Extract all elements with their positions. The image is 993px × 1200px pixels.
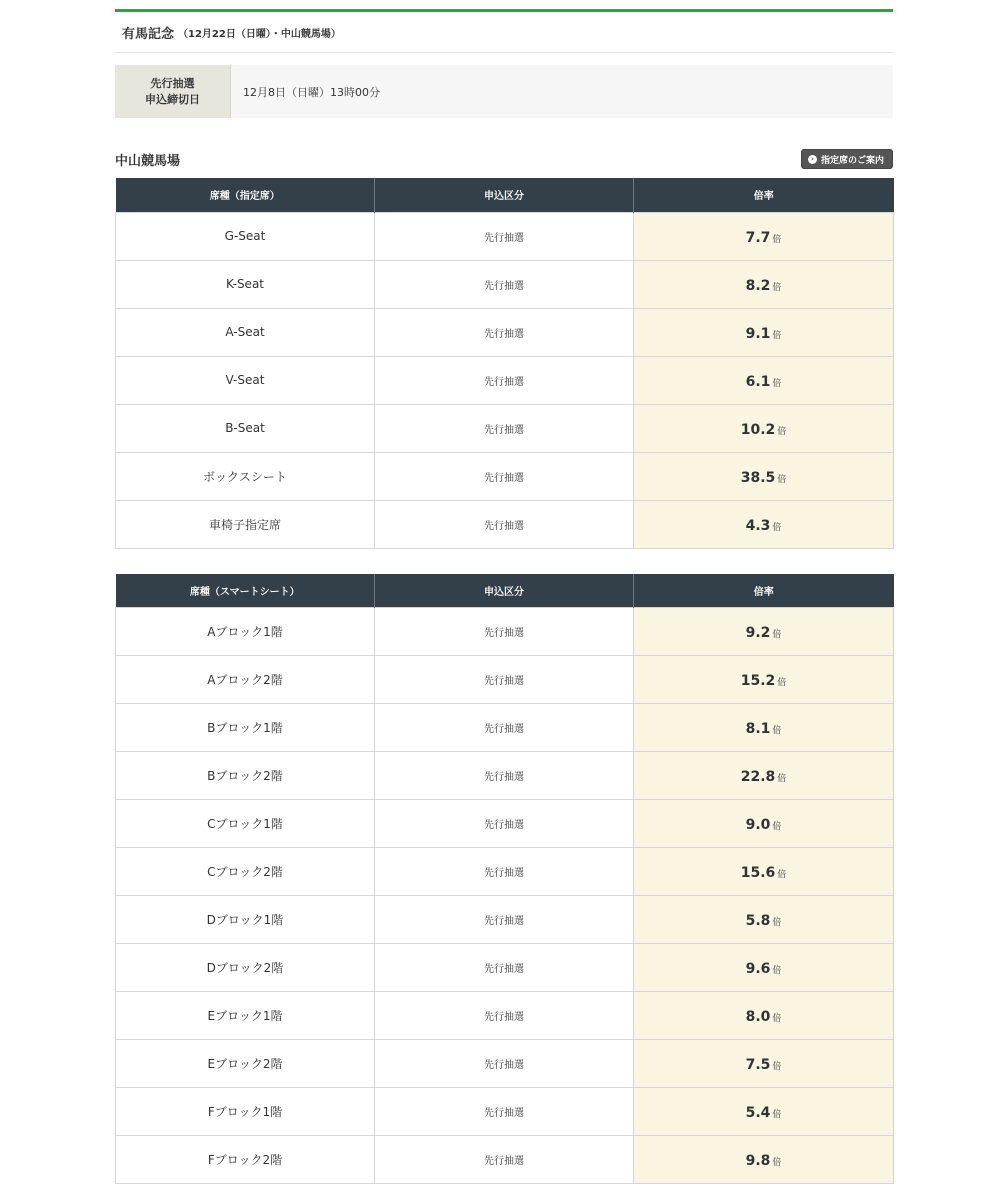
table-row [116, 944, 894, 992]
application-type-cell: 先行抽選 [375, 944, 634, 992]
table-row [116, 992, 894, 1040]
application-type-cell: 先行抽選 [375, 1136, 634, 1184]
table-row [116, 704, 894, 752]
ratio-value: 8.2 [745, 277, 771, 294]
header-ratio: 倍率 [634, 178, 894, 212]
application-type-cell: 先行抽選 [375, 500, 634, 548]
table-row [116, 896, 894, 944]
ratio-cell [634, 500, 894, 548]
ratio-cell [634, 1088, 894, 1136]
seat-type-cell: G-Seat [116, 212, 375, 260]
reserved-seat-guide-button[interactable] [801, 149, 893, 169]
ratio-unit: 倍 [772, 918, 782, 928]
seat-type-cell: Cブロック2階 [116, 848, 375, 896]
seat-type-cell: Eブロック2階 [116, 1040, 375, 1088]
ratio-cell [634, 1136, 894, 1184]
ratio-cell [634, 356, 894, 404]
ratio-unit: 倍 [772, 1014, 782, 1024]
ratio-cell [634, 752, 894, 800]
ratio-cell [634, 260, 894, 308]
ratio-unit: 倍 [772, 330, 782, 341]
seat-type-cell: Bブロック2階 [116, 752, 375, 800]
ratio-cell [634, 656, 894, 704]
application-type-cell: 先行抽選 [375, 752, 634, 800]
header-application-type: 申込区分 [375, 178, 634, 212]
ratio-value: 15.2 [740, 673, 776, 689]
ratio-unit: 倍 [772, 726, 782, 736]
ratio-cell [634, 608, 894, 656]
ratio-value: 9.1 [745, 325, 771, 342]
ratio-unit: 倍 [772, 378, 782, 389]
ratio-value: 9.6 [745, 961, 771, 977]
reserved-seat-table [115, 178, 894, 549]
seat-type-cell: Bブロック1階 [116, 704, 375, 752]
ratio-value: 9.8 [745, 1153, 771, 1169]
seat-type-cell: V-Seat [116, 356, 375, 404]
table-row [116, 656, 894, 704]
application-type-cell: 先行抽選 [375, 356, 634, 404]
ratio-cell [634, 800, 894, 848]
application-type-cell: 先行抽選 [375, 704, 634, 752]
application-type-cell: 先行抽選 [375, 800, 634, 848]
application-type-cell: 先行抽選 [375, 992, 634, 1040]
ratio-cell [634, 404, 894, 452]
table-row [116, 356, 894, 404]
seat-type-cell: Fブロック1階 [116, 1088, 375, 1136]
venue-header [115, 146, 893, 172]
guide-button-label: 指定席のご案内 [820, 155, 884, 166]
seat-type-cell: Aブロック2階 [116, 656, 375, 704]
ratio-cell [634, 944, 894, 992]
ratio-cell [634, 1040, 894, 1088]
page-content [115, 0, 893, 1184]
ratio-cell [634, 896, 894, 944]
seat-type-cell: 車椅子指定席 [116, 500, 375, 548]
ratio-unit: 倍 [777, 474, 787, 485]
ratio-value: 7.7 [745, 229, 771, 246]
header-seat-type: 席種（スマートシート） [116, 574, 375, 608]
ratio-value: 9.2 [745, 625, 771, 641]
ratio-value: 5.8 [745, 913, 771, 929]
ratio-unit: 倍 [772, 1158, 782, 1168]
chevron-right-circle-icon: › [808, 155, 817, 164]
ratio-cell [634, 308, 894, 356]
ratio-unit: 倍 [772, 822, 782, 832]
ratio-unit: 倍 [777, 774, 787, 784]
ratio-unit: 倍 [777, 870, 787, 880]
table-row [116, 452, 894, 500]
table-header-row [116, 574, 894, 608]
ratio-value: 7.5 [745, 1057, 771, 1073]
table-row [116, 608, 894, 656]
ratio-unit: 倍 [772, 1062, 782, 1072]
ratio-unit: 倍 [772, 630, 782, 640]
application-type-cell: 先行抽選 [375, 308, 634, 356]
ratio-value: 8.1 [745, 721, 771, 737]
header-ratio: 倍率 [634, 574, 894, 608]
ratio-value: 5.4 [745, 1105, 771, 1121]
race-title [115, 12, 893, 53]
ratio-cell [634, 452, 894, 500]
ratio-value: 15.6 [740, 865, 776, 881]
ratio-value: 10.2 [740, 421, 776, 438]
table-header-row [116, 178, 894, 212]
application-type-cell: 先行抽選 [375, 260, 634, 308]
deadline-label-line1: 先行抽選 [150, 76, 195, 90]
ratio-cell [634, 992, 894, 1040]
seat-type-cell: B-Seat [116, 404, 375, 452]
application-type-cell: 先行抽選 [375, 656, 634, 704]
ratio-value: 8.0 [745, 1009, 771, 1025]
table-row [116, 800, 894, 848]
venue-name: 中山競馬場 [115, 153, 181, 169]
table-row [116, 260, 894, 308]
table-row [116, 212, 894, 260]
deadline-box [115, 65, 893, 118]
seat-type-cell: K-Seat [116, 260, 375, 308]
application-type-cell: 先行抽選 [375, 608, 634, 656]
seat-type-cell: Eブロック1階 [116, 992, 375, 1040]
seat-type-cell: Cブロック1階 [116, 800, 375, 848]
seat-type-cell: ボックスシート [116, 452, 375, 500]
application-type-cell: 先行抽選 [375, 896, 634, 944]
application-type-cell: 先行抽選 [375, 1088, 634, 1136]
table-row [116, 1136, 894, 1184]
ratio-unit: 倍 [772, 966, 782, 976]
race-date-venue: （12月22日（日曜）・中山競馬場） [178, 28, 341, 40]
header-seat-type: 席種（指定席） [116, 178, 375, 212]
ratio-unit: 倍 [772, 1110, 782, 1120]
header-application-type: 申込区分 [375, 574, 634, 608]
smart-seat-table [115, 574, 894, 1185]
ratio-cell [634, 212, 894, 260]
ratio-value: 9.0 [745, 817, 771, 833]
application-type-cell: 先行抽選 [375, 848, 634, 896]
ratio-value: 38.5 [740, 469, 776, 486]
ratio-value: 4.3 [745, 517, 771, 534]
ratio-unit: 倍 [772, 522, 782, 533]
application-type-cell: 先行抽選 [375, 452, 634, 500]
seat-type-cell: Fブロック2階 [116, 1136, 375, 1184]
ratio-unit: 倍 [772, 282, 782, 293]
seat-type-cell: Dブロック1階 [116, 896, 375, 944]
deadline-label [115, 65, 231, 118]
table-row [116, 404, 894, 452]
ratio-unit: 倍 [772, 234, 782, 245]
ratio-unit: 倍 [777, 426, 787, 437]
race-name: 有馬記念 [122, 26, 175, 42]
table-row [116, 500, 894, 548]
application-type-cell: 先行抽選 [375, 212, 634, 260]
application-type-cell: 先行抽選 [375, 404, 634, 452]
ratio-value: 22.8 [740, 769, 776, 785]
seat-type-cell: A-Seat [116, 308, 375, 356]
table-row [116, 752, 894, 800]
seat-type-cell: Dブロック2階 [116, 944, 375, 992]
table-row [116, 1088, 894, 1136]
ratio-cell [634, 848, 894, 896]
ratio-cell [634, 704, 894, 752]
application-type-cell: 先行抽選 [375, 1040, 634, 1088]
deadline-label-line2: 申込締切日 [145, 92, 200, 106]
table-row [116, 1040, 894, 1088]
deadline-value: 12月8日（日曜）13時00分 [243, 85, 380, 99]
seat-type-cell: Aブロック1階 [116, 608, 375, 656]
ratio-value: 6.1 [745, 373, 771, 390]
table-row [116, 848, 894, 896]
ratio-unit: 倍 [777, 678, 787, 688]
table-row [116, 308, 894, 356]
